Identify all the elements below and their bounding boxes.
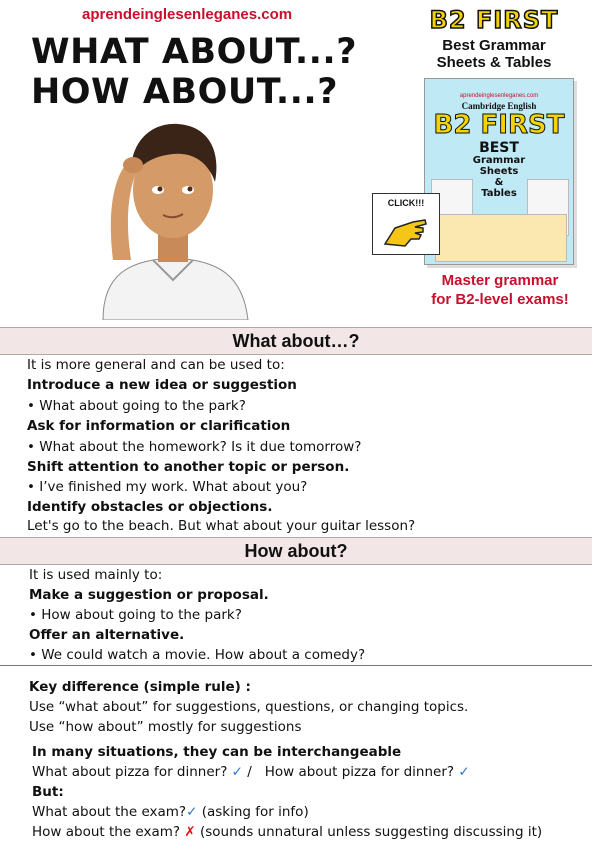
example-text: What about the exam? xyxy=(32,804,187,820)
what-about-line: Ask for information or clarification xyxy=(27,418,291,434)
page-title xyxy=(31,32,357,112)
key-difference-heading: Key difference (simple rule) : xyxy=(29,679,251,695)
book-amp: & xyxy=(494,177,504,188)
promo-subtitle xyxy=(416,37,572,71)
title-line-1: WHAT ABOUT...? xyxy=(31,32,358,72)
interchangeable-heading: In many situations, they can be interchangeable xyxy=(32,744,402,760)
check-icon: ✓ xyxy=(458,764,470,780)
promo-footer-2: for B2-level exams! xyxy=(431,291,569,308)
what-about-line: Identify obstacles or objections. xyxy=(27,499,273,515)
pointing-hand-icon xyxy=(381,214,431,250)
what-about-line: Shift attention to another topic or person. xyxy=(27,459,350,475)
book-sheet-thumb xyxy=(435,214,567,262)
example-note: (asking for info) xyxy=(197,804,309,820)
exam-example xyxy=(32,804,309,820)
promo-subtitle-2: Sheets & Tables xyxy=(436,54,552,71)
what-about-line: • What about the homework? Is it due tomorrow? xyxy=(27,439,362,455)
book-cover[interactable] xyxy=(424,78,574,265)
interchangeable-example xyxy=(32,764,470,780)
book-level: B2 FIRST xyxy=(433,110,565,140)
section-heading-how-about: How about? xyxy=(0,537,592,565)
cross-icon: ✗ xyxy=(184,824,196,840)
what-about-line: It is more general and can be used to: xyxy=(27,357,285,373)
book-exam: Cambridge English xyxy=(461,101,537,111)
how-about-line: It is used mainly to: xyxy=(29,567,163,583)
example-separator: / xyxy=(242,764,265,780)
book-grammar: Grammar xyxy=(472,155,526,166)
book-site: aprendeinglesenleganes.com xyxy=(459,93,539,99)
example-text: How about pizza for dinner? xyxy=(264,764,459,780)
divider xyxy=(0,665,592,666)
thinking-boy-illustration xyxy=(83,110,263,320)
click-button[interactable] xyxy=(372,193,440,255)
how-about-line: • How about going to the park? xyxy=(29,607,242,623)
example-text: How about the exam? xyxy=(32,824,185,840)
section-heading-what-about: What about…? xyxy=(0,327,592,355)
check-icon: ✓ xyxy=(231,764,243,780)
promo-subtitle-1: Best Grammar xyxy=(442,37,546,54)
click-label: CLICK!!! xyxy=(387,198,425,208)
book-best: BEST xyxy=(479,140,519,156)
book-sheets: Sheets xyxy=(479,166,519,177)
what-about-line: • What about going to the park? xyxy=(27,398,246,414)
example-note: (sounds unnatural unless suggesting discussing it) xyxy=(195,824,543,840)
how-about-line: Offer an alternative. xyxy=(29,627,185,643)
promo-footer-1: Master grammar xyxy=(441,272,559,289)
example-text: What about pizza for dinner? xyxy=(32,764,232,780)
what-about-line: Introduce a new idea or suggestion xyxy=(27,377,297,393)
how-about-line: • We could watch a movie. How about a comedy? xyxy=(29,647,366,663)
title-line-2: HOW ABOUT...? xyxy=(31,72,339,112)
check-icon: ✓ xyxy=(186,804,198,820)
what-about-line: • I’ve finished my work. What about you? xyxy=(27,479,308,495)
how-about-line: Make a suggestion or proposal. xyxy=(29,587,269,603)
promo-badge[interactable]: B2 FIRST xyxy=(429,6,559,34)
but-label: But: xyxy=(32,784,64,800)
key-difference-line: Use “how about” mostly for suggestions xyxy=(29,719,302,735)
site-url[interactable]: aprendeinglesenleganes.com xyxy=(82,6,293,23)
promo-footer xyxy=(420,271,580,309)
key-difference-line: Use “what about” for suggestions, questions, or changing topics. xyxy=(29,699,469,715)
exam-example xyxy=(32,824,542,840)
book-tables: Tables xyxy=(481,188,517,199)
what-about-line: Let's go to the beach. But what about your guitar lesson? xyxy=(27,518,416,534)
header xyxy=(0,0,592,327)
